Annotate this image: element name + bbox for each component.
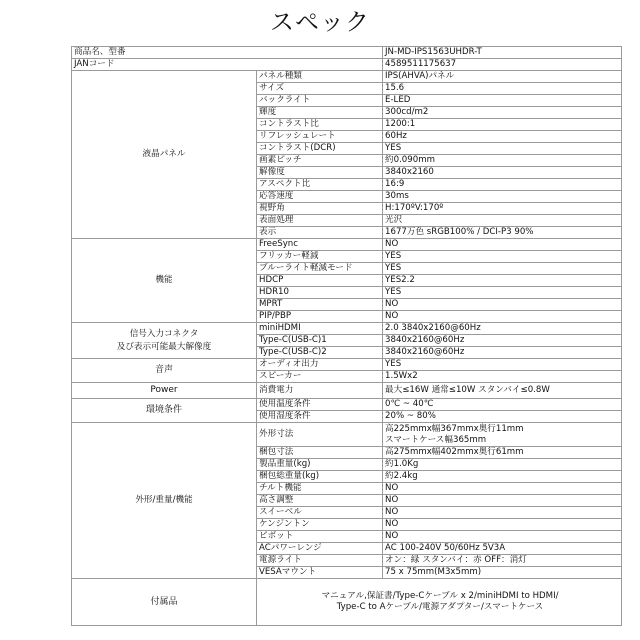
accessories-value (257, 579, 622, 626)
category-function: 機能 (72, 239, 257, 323)
row-label: 電源ライト (257, 555, 383, 567)
row-label: HDCP (257, 275, 383, 287)
row-label: 応答速度 (257, 191, 383, 203)
row-value: 2.0 3840x2160@60Hz (383, 323, 622, 335)
table-row (72, 423, 622, 447)
row-value: 約2.4kg (383, 471, 622, 483)
row-label: 表面処理 (257, 215, 383, 227)
row-label: パネル種類 (257, 71, 383, 83)
row-label: 外形寸法 (257, 423, 383, 447)
row-label: Type-C(USB-C)2 (257, 347, 383, 359)
row-value: NO (383, 311, 622, 323)
table-row (72, 579, 622, 626)
row-value: 約1.0Kg (383, 459, 622, 471)
row-value (383, 423, 622, 447)
category-line: 及び表示可能最大解像度 (116, 341, 212, 352)
row-value: 3840x2160 (383, 167, 622, 179)
row-value: 1.5Wx2 (383, 371, 622, 383)
category-signal-input (72, 323, 257, 359)
row-label: スピーカー (257, 371, 383, 383)
row-value: 0℃ ~ 40℃ (383, 399, 622, 411)
value-line: マニュアル,保証書/Type-Cケーブル x 2/miniHDMI to HDMI/ (321, 591, 559, 601)
row-value: YES (383, 263, 622, 275)
row-label: ケンジントン (257, 519, 383, 531)
row-label: 使用湿度条件 (257, 411, 383, 423)
row-label: 視野角 (257, 203, 383, 215)
category-shape-weight: 外形/重量/機能 (72, 423, 257, 579)
row-label: 輝度 (257, 107, 383, 119)
row-value: 1200:1 (383, 119, 622, 131)
row-label: リフレッシュレート (257, 131, 383, 143)
row-label: FreeSync (257, 239, 383, 251)
row-label: 製品重量(kg) (257, 459, 383, 471)
table-row (72, 383, 622, 399)
row-value: NO (383, 519, 622, 531)
row-value: 1677万色 sRGB100% / DCI-P3 90% (383, 227, 622, 239)
row-label: アスペクト比 (257, 179, 383, 191)
row-value: 高275mmx幅402mmx奥行61mm (383, 447, 622, 459)
row-value: 最大≤16W 通常≤10W スタンバイ≤0.8W (383, 383, 622, 399)
category-panel: 液晶パネル (72, 71, 257, 239)
row-value: NO (383, 531, 622, 543)
row-value: JN-MD-IPS1563UHDR-T (383, 47, 622, 59)
table-row (72, 399, 622, 411)
row-label: オーディオ出力 (257, 359, 383, 371)
row-value: 16:9 (383, 179, 622, 191)
row-label: PIP/PBP (257, 311, 383, 323)
row-label: Type-C(USB-C)1 (257, 335, 383, 347)
row-label: 消費電力 (257, 383, 383, 399)
row-value: NO (383, 299, 622, 311)
table-row (72, 359, 622, 371)
row-label: 高さ調整 (257, 495, 383, 507)
row-value: オン：緑 スタンバイ：赤 OFF：消灯 (383, 555, 622, 567)
row-value: YES2.2 (383, 275, 622, 287)
row-value: YES (383, 287, 622, 299)
row-value: YES (383, 251, 622, 263)
category-accessories: 付属品 (72, 579, 257, 626)
row-value: 3840x2160@60Hz (383, 347, 622, 359)
table-row (72, 47, 622, 59)
table-row (72, 59, 622, 71)
row-label: バックライト (257, 95, 383, 107)
table-row (72, 71, 622, 83)
row-label: コントラスト(DCR) (257, 143, 383, 155)
value-line: Type-C to Aケーブル/電源アダプター/スマートケース (336, 602, 544, 612)
row-label: 使用温度条件 (257, 399, 383, 411)
row-label: フリッカー軽減 (257, 251, 383, 263)
row-value: 光沢 (383, 215, 622, 227)
row-label: 解像度 (257, 167, 383, 179)
row-label: 表示 (257, 227, 383, 239)
value-line: 高225mmx幅367mmx奥行11mm (385, 423, 524, 434)
row-label: ピボット (257, 531, 383, 543)
page-title: スペック (270, 8, 370, 36)
row-value: YES (383, 359, 622, 371)
row-value: NO (383, 239, 622, 251)
row-value: E-LED (383, 95, 622, 107)
row-value: 3840x2160@60Hz (383, 335, 622, 347)
row-value: IPS(AHVA)パネル (383, 71, 622, 83)
row-label: スイーベル (257, 507, 383, 519)
row-label: コントラスト比 (257, 119, 383, 131)
category-audio: 音声 (72, 359, 257, 383)
row-label: サイズ (257, 83, 383, 95)
spec-table (71, 46, 622, 626)
category-environment: 環境条件 (72, 399, 257, 423)
row-value: 20% ~ 80% (383, 411, 622, 423)
row-value: NO (383, 507, 622, 519)
row-value: H:170ºV:170º (383, 203, 622, 215)
row-label: 梱包寸法 (257, 447, 383, 459)
table-row (72, 239, 622, 251)
row-label: VESAマウント (257, 567, 383, 579)
row-value: 60Hz (383, 131, 622, 143)
row-label: 梱包総重量(kg) (257, 471, 383, 483)
row-label: MPRT (257, 299, 383, 311)
row-label: 商品名、型番 (72, 47, 383, 59)
row-value: 4589511175637 (383, 59, 622, 71)
category-power: Power (72, 383, 257, 399)
row-label: miniHDMI (257, 323, 383, 335)
row-label: ACパワーレンジ (257, 543, 383, 555)
row-value: NO (383, 483, 622, 495)
row-value: 約0.090mm (383, 155, 622, 167)
row-value: AC 100-240V 50/60Hz 5V3A (383, 543, 622, 555)
row-label: 画素ピッチ (257, 155, 383, 167)
row-value: YES (383, 143, 622, 155)
row-label: チルト機能 (257, 483, 383, 495)
table-row (72, 323, 622, 335)
row-label: JANコード (72, 59, 383, 71)
value-line: スマートケース幅365mm (385, 434, 487, 445)
row-value: NO (383, 495, 622, 507)
row-value: 15.6 (383, 83, 622, 95)
category-line: 信号入力コネクタ (129, 328, 199, 339)
row-value: 30ms (383, 191, 622, 203)
row-label: ブルーライト軽減モード (257, 263, 383, 275)
row-label: HDR10 (257, 287, 383, 299)
row-value: 300cd/m2 (383, 107, 622, 119)
row-value: 75 x 75mm(M3x5mm) (383, 567, 622, 579)
